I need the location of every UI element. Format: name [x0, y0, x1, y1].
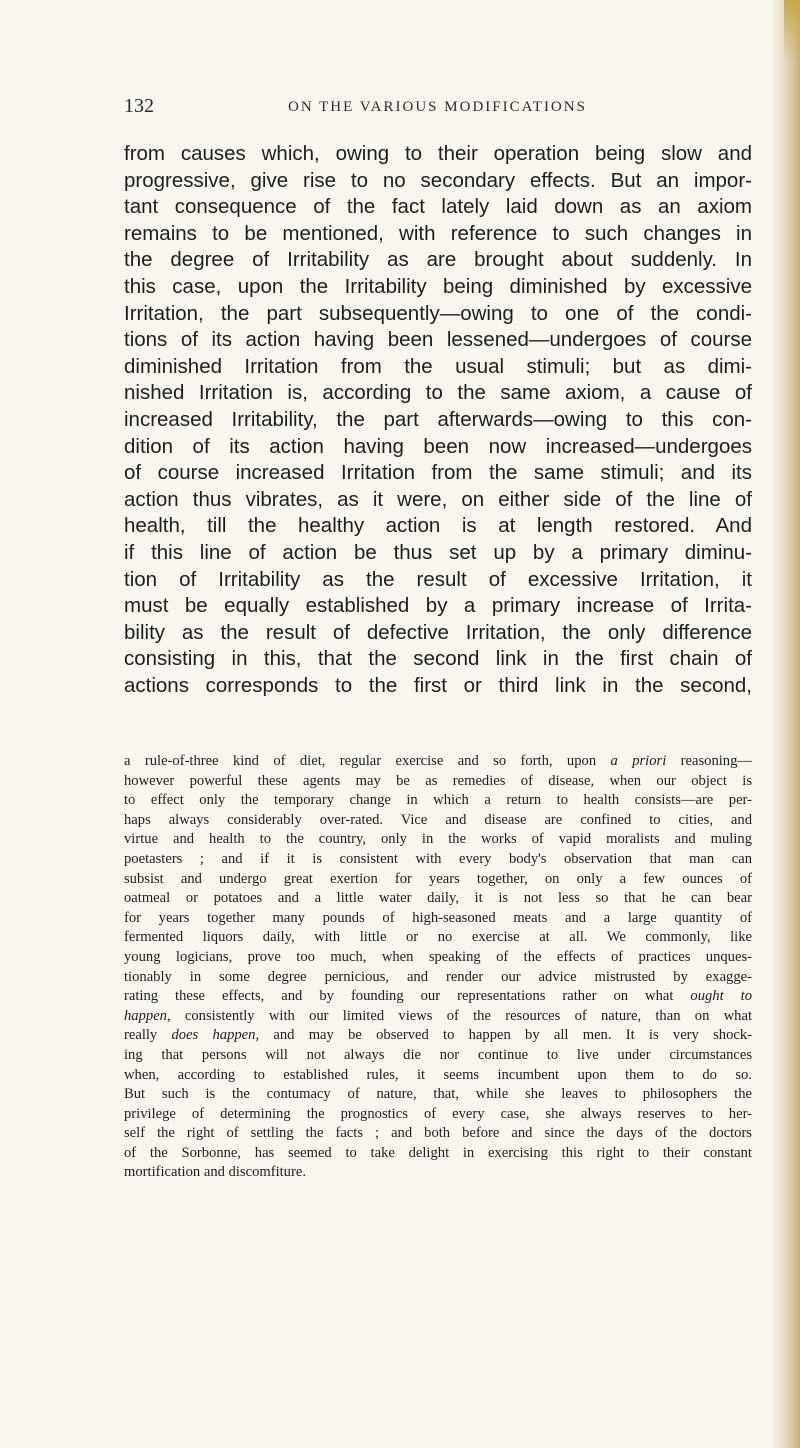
- body-line: health, till the healthy action is at length restored. And: [124, 514, 752, 538]
- footnote-line: mortification and discomfiture.: [124, 1164, 306, 1181]
- body-line: tion of Irritability as the result of excessive Irritation, it: [124, 567, 752, 591]
- footnote-line: oatmeal or potatoes and a little water daily, it is not less so that he can bear: [124, 890, 752, 907]
- footnote-line: for years together many pounds of high-seasoned meats and a large quantity of: [124, 909, 752, 926]
- body-line: must be equally established by a primary increase of Irrita-: [124, 594, 752, 618]
- footnote-line: rating these effects, and by founding our representations rather on what ought to: [124, 988, 752, 1005]
- body-line: actions corresponds to the first or third link in the second,: [124, 673, 752, 697]
- footnote-line: haps always considerably over-rated. Vice and disease are confined to cities, and: [124, 811, 752, 828]
- footnote-line: poetasters ; and if it is consistent with every body's observation that man can: [124, 850, 752, 867]
- footnote-line: a rule-of-three kind of diet, regular exercise and so forth, upon a priori reasoning—: [124, 753, 752, 769]
- running-head: [124, 95, 764, 125]
- body-line: if this line of action be thus set up by a primary diminu-: [124, 540, 752, 564]
- footnote-line: virtue and health to the country, only in the works of vapid moralists and muling: [124, 831, 752, 848]
- footnote-line: fermented liquors daily, with little or no exercise at all. We commonly, like: [124, 929, 752, 946]
- footnote-line: self the right of settling the facts ; and both before and since the days of the doctors: [124, 1125, 752, 1142]
- body-line: of course increased Irritation from the same stimuli; and its: [124, 461, 752, 485]
- footnote-line: really does happen, and may be observed to happen by all men. It is very shock-: [124, 1027, 752, 1044]
- body-line: diminished Irritation from the usual stimuli; but as dimi-: [124, 354, 752, 378]
- footnote-line: happen, consistently with our limited views of the resources of nature, than on what: [124, 1007, 752, 1024]
- footnote-line: privilege of determining the prognostics of every case, she always reserves to her-: [124, 1105, 752, 1122]
- running-head-title: ON THE VARIOUS MODIFICATIONS: [288, 99, 587, 115]
- footnote-line: of the Sorbonne, has seemed to take delight in exercising this right to their constant: [124, 1144, 752, 1161]
- footnote-line: when, according to established rules, it seems incumbent upon them to do so.: [124, 1066, 752, 1083]
- body-line: action thus vibrates, as it were, on either side of the line of: [124, 487, 752, 511]
- body-line: tant consequence of the fact lately laid down as an axiom: [124, 195, 752, 219]
- footnote-line: subsist and undergo great exertion for years together, on only a few ounces of: [124, 870, 752, 887]
- footnote-line: tionably in some degree pernicious, and render our advice mistrusted by exagge-: [124, 968, 752, 985]
- footnote-line: to effect only the temporary change in which a return to health consists—are per-: [124, 792, 752, 809]
- body-line: Irritation, the part subsequently—owing to one of the condi-: [124, 301, 752, 325]
- body-line: nished Irritation is, according to the same axiom, a cause of: [124, 381, 752, 405]
- body-line: progressive, give rise to no secondary effects. But an impor-: [124, 168, 752, 192]
- body-line: bility as the result of defective Irritation, the only difference: [124, 620, 752, 644]
- body-line: increased Irritability, the part afterwards—owing to this con-: [124, 407, 752, 431]
- body-line: consisting in this, that the second link in the first chain of: [124, 647, 752, 671]
- body-line: the degree of Irritability as are brought about suddenly. In: [124, 248, 752, 272]
- body-line: from causes which, owing to their operation being slow and: [124, 142, 752, 165]
- page-edge-shading: [770, 0, 800, 1448]
- footnote-line: young logicians, prove too much, when speaking of the effects of practices unques-: [124, 948, 752, 965]
- body-line: tions of its action having been lessened—undergoes of course: [124, 328, 752, 352]
- body-line: remains to be mentioned, with reference to such changes in: [124, 221, 752, 245]
- page-edge-stain: [784, 0, 800, 60]
- footnote-line: But such is the contumacy of nature, that, while she leaves to philosophers the: [124, 1086, 752, 1103]
- footnote: [124, 752, 752, 1183]
- footnote-line: ing that persons will not always die nor continue to live under circumstances: [124, 1046, 752, 1063]
- footnote-line: however powerful these agents may be as remedies of disease, when our object is: [124, 772, 752, 789]
- body-line: dition of its action having been now increased—undergoes: [124, 434, 752, 458]
- body-paragraph: [124, 141, 752, 699]
- page-number: 132: [124, 95, 154, 117]
- body-line: this case, upon the Irritability being diminished by excessive: [124, 274, 752, 298]
